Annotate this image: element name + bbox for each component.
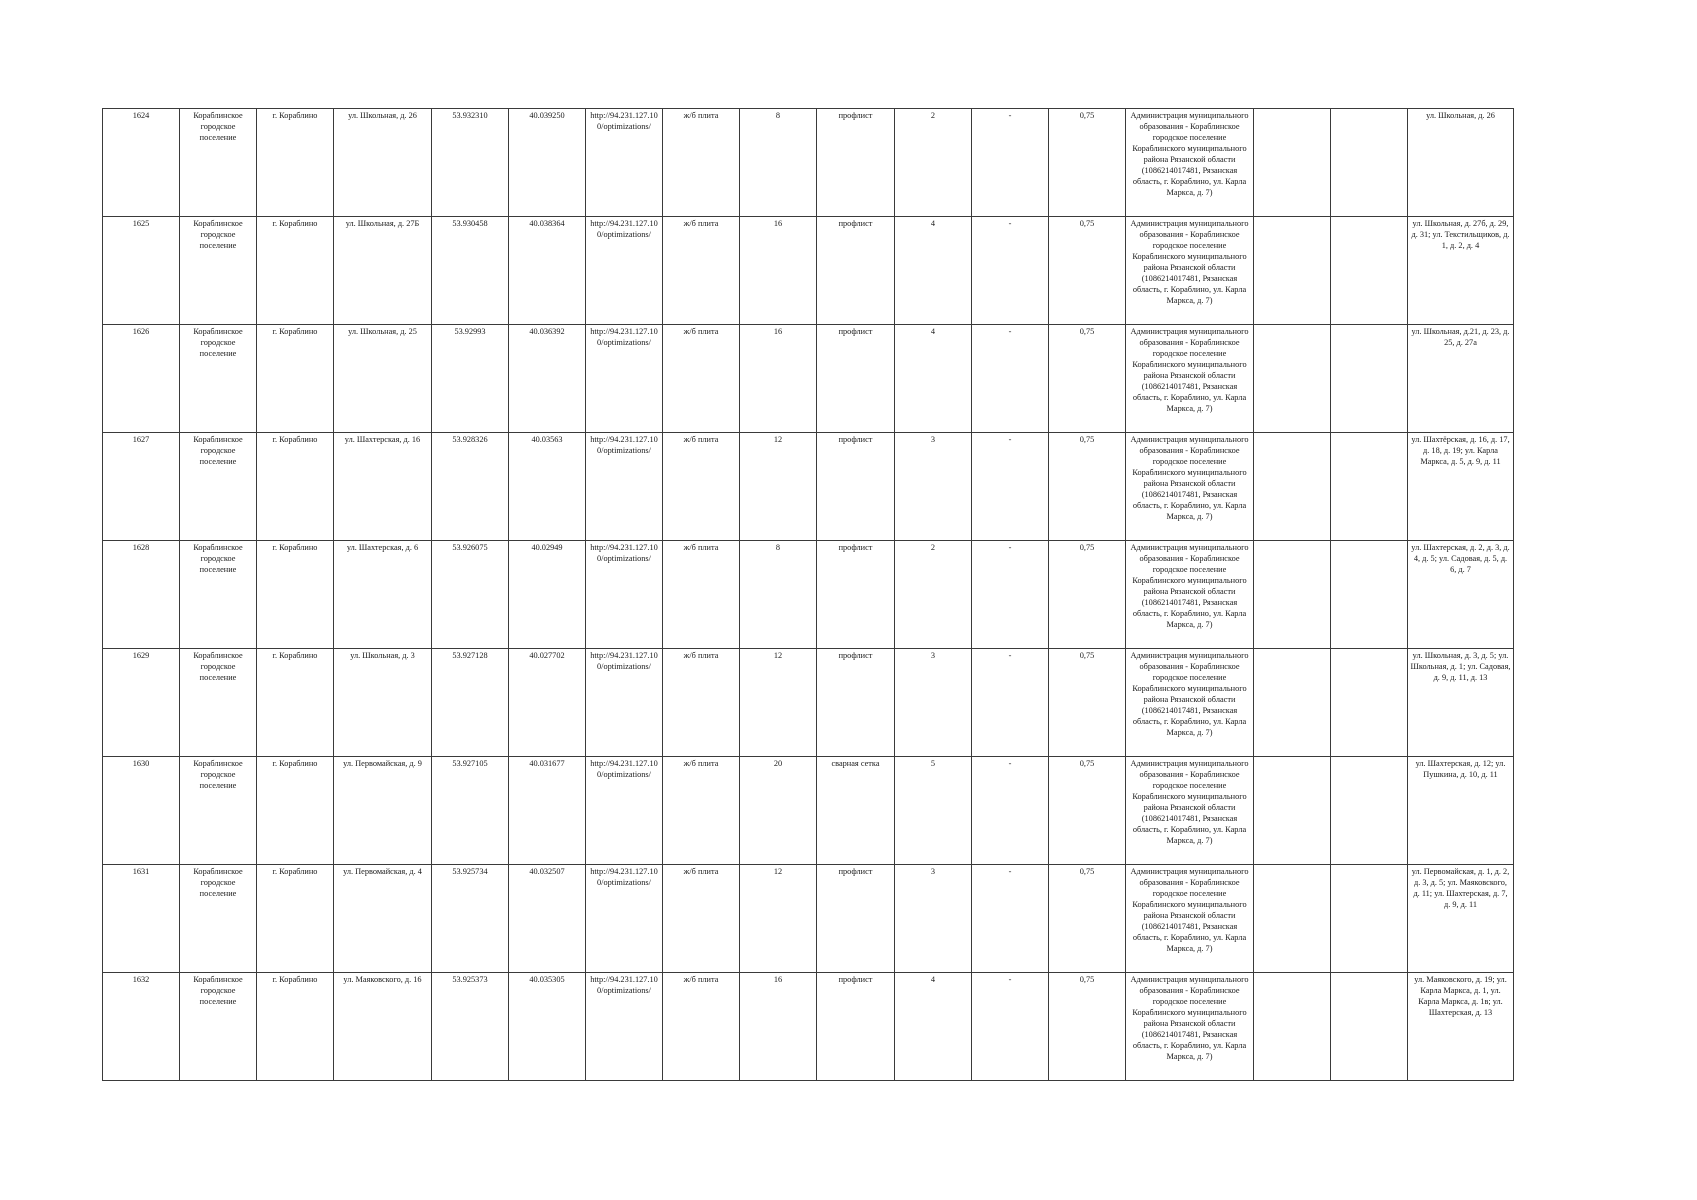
settlement-cell: Кораблинское городское поселение <box>180 325 257 433</box>
settlement-cell: Кораблинское городское поселение <box>180 217 257 325</box>
table-row <box>103 757 1514 865</box>
site-number-cell: 1627 <box>103 433 180 541</box>
surface-type-cell: ж/б плита <box>663 217 740 325</box>
table-row <box>103 109 1514 217</box>
locality-cell: г. Кораблино <box>257 109 334 217</box>
area-cell: 12 <box>740 865 817 973</box>
blank-cell <box>1254 109 1331 217</box>
container-volume-cell: 0,75 <box>1049 217 1126 325</box>
owner-cell: Администрация муниципального образования - Кораблинское городское поселение Кораблинского муниципального района Рязанской области (1086214017481, Рязанская область, г. Кораблино, ул. Карла Маркса, д. 7) <box>1126 109 1254 217</box>
fence-type-cell: профлист <box>817 541 895 649</box>
owner-cell: Администрация муниципального образования - Кораблинское городское поселение Кораблинского муниципального района Рязанской области (1086214017481, Рязанская область, г. Кораблино, ул. Карла Маркса, д. 7) <box>1126 865 1254 973</box>
site-number-cell: 1625 <box>103 217 180 325</box>
settlement-cell: Кораблинское городское поселение <box>180 649 257 757</box>
surface-type-cell: ж/б плита <box>663 649 740 757</box>
owner-cell: Администрация муниципального образования - Кораблинское городское поселение Кораблинского муниципального района Рязанской области (1086214017481, Рязанская область, г. Кораблино, ул. Карла Маркса, д. 7) <box>1126 757 1254 865</box>
longitude-cell: 40.039250 <box>509 109 586 217</box>
latitude-cell: 53.927105 <box>432 757 509 865</box>
site-number-cell: 1631 <box>103 865 180 973</box>
settlement-cell: Кораблинское городское поселение <box>180 109 257 217</box>
settlement-cell: Кораблинское городское поселение <box>180 865 257 973</box>
site-address-cell: ул. Первомайская, д. 9 <box>334 757 432 865</box>
site-address-cell: ул. Школьная, д. 25 <box>334 325 432 433</box>
container-volume-cell: 0,75 <box>1049 865 1126 973</box>
blank-cell <box>1331 973 1408 1081</box>
blank-cell <box>1331 541 1408 649</box>
longitude-cell: 40.031677 <box>509 757 586 865</box>
settlement-cell: Кораблинское городское поселение <box>180 541 257 649</box>
blank-cell <box>1254 757 1331 865</box>
surface-type-cell: ж/б плита <box>663 865 740 973</box>
blank-cell <box>1331 649 1408 757</box>
site-address-cell: ул. Шахтерская, д. 16 <box>334 433 432 541</box>
site-address-cell: ул. Школьная, д. 3 <box>334 649 432 757</box>
waste-sources-cell: ул. Шахтерская, д. 12; ул. Пушкина, д. 10, д. 11 <box>1408 757 1514 865</box>
container-volume-cell: 0,75 <box>1049 649 1126 757</box>
container-count-cell: 3 <box>895 649 972 757</box>
longitude-cell: 40.032507 <box>509 865 586 973</box>
latitude-cell: 53.928326 <box>432 433 509 541</box>
area-cell: 16 <box>740 325 817 433</box>
container-count-cell: 3 <box>895 865 972 973</box>
blank-cell <box>1254 649 1331 757</box>
latitude-cell: 53.925373 <box>432 973 509 1081</box>
blank-cell <box>1331 217 1408 325</box>
empty-marker-cell: - <box>972 649 1049 757</box>
longitude-cell: 40.035305 <box>509 973 586 1081</box>
area-cell: 8 <box>740 541 817 649</box>
longitude-cell: 40.036392 <box>509 325 586 433</box>
surface-type-cell: ж/б плита <box>663 433 740 541</box>
settlement-cell: Кораблинское городское поселение <box>180 757 257 865</box>
container-volume-cell: 0,75 <box>1049 109 1126 217</box>
site-number-cell: 1632 <box>103 973 180 1081</box>
waste-sources-cell: ул. Шахтерская, д. 2, д. 3, д. 4, д. 5; ул. Садовая, д. 5, д. 6, д. 7 <box>1408 541 1514 649</box>
locality-cell: г. Кораблино <box>257 757 334 865</box>
fence-type-cell: профлист <box>817 109 895 217</box>
surface-type-cell: ж/б плита <box>663 325 740 433</box>
blank-cell <box>1331 433 1408 541</box>
owner-cell: Администрация муниципального образования - Кораблинское городское поселение Кораблинского муниципального района Рязанской области (1086214017481, Рязанская область, г. Кораблино, ул. Карла Маркса, д. 7) <box>1126 325 1254 433</box>
latitude-cell: 53.927128 <box>432 649 509 757</box>
locality-cell: г. Кораблино <box>257 649 334 757</box>
latitude-cell: 53.932310 <box>432 109 509 217</box>
fence-type-cell: сварная сетка <box>817 757 895 865</box>
map-link-cell: http://94.231.127.10 0/optimizations/ <box>586 541 663 649</box>
waste-sources-cell: ул. Школьная, д. 27б, д. 29, д. 31; ул. Текстильщиков, д. 1, д. 2, д. 4 <box>1408 217 1514 325</box>
site-address-cell: ул. Школьная, д. 27Б <box>334 217 432 325</box>
owner-cell: Администрация муниципального образования - Кораблинское городское поселение Кораблинского муниципального района Рязанской области (1086214017481, Рязанская область, г. Кораблино, ул. Карла Маркса, д. 7) <box>1126 433 1254 541</box>
fence-type-cell: профлист <box>817 433 895 541</box>
waste-sources-cell: ул. Первомайская, д. 1, д. 2, д. 3, д. 5; ул. Маяковского, д. 11; ул. Шахтерская, д. 7, д. 9, д. 11 <box>1408 865 1514 973</box>
map-link-cell: http://94.231.127.10 0/optimizations/ <box>586 973 663 1081</box>
latitude-cell: 53.926075 <box>432 541 509 649</box>
map-link-cell: http://94.231.127.10 0/optimizations/ <box>586 217 663 325</box>
fence-type-cell: профлист <box>817 865 895 973</box>
longitude-cell: 40.03563 <box>509 433 586 541</box>
latitude-cell: 53.92993 <box>432 325 509 433</box>
blank-cell <box>1254 217 1331 325</box>
container-volume-cell: 0,75 <box>1049 325 1126 433</box>
blank-cell <box>1254 541 1331 649</box>
empty-marker-cell: - <box>972 109 1049 217</box>
container-volume-cell: 0,75 <box>1049 757 1126 865</box>
empty-marker-cell: - <box>972 757 1049 865</box>
locality-cell: г. Кораблино <box>257 973 334 1081</box>
latitude-cell: 53.930458 <box>432 217 509 325</box>
owner-cell: Администрация муниципального образования - Кораблинское городское поселение Кораблинского муниципального района Рязанской области (1086214017481, Рязанская область, г. Кораблино, ул. Карла Маркса, д. 7) <box>1126 973 1254 1081</box>
container-count-cell: 4 <box>895 217 972 325</box>
table-row <box>103 325 1514 433</box>
site-number-cell: 1624 <box>103 109 180 217</box>
waste-sources-cell: ул. Маяковского, д. 19; ул. Карла Маркса, д. 1, ул. Карла Маркса, д. 1в; ул. Шахтерская, д. 13 <box>1408 973 1514 1081</box>
container-volume-cell: 0,75 <box>1049 433 1126 541</box>
owner-cell: Администрация муниципального образования - Кораблинское городское поселение Кораблинского муниципального района Рязанской области (1086214017481, Рязанская область, г. Кораблино, ул. Карла Маркса, д. 7) <box>1126 649 1254 757</box>
blank-cell <box>1331 325 1408 433</box>
blank-cell <box>1331 865 1408 973</box>
map-link-cell: http://94.231.127.10 0/optimizations/ <box>586 325 663 433</box>
locality-cell: г. Кораблино <box>257 865 334 973</box>
table-row <box>103 217 1514 325</box>
surface-type-cell: ж/б плита <box>663 541 740 649</box>
container-count-cell: 2 <box>895 541 972 649</box>
site-number-cell: 1628 <box>103 541 180 649</box>
registry-table-body <box>103 109 1514 1081</box>
longitude-cell: 40.02949 <box>509 541 586 649</box>
container-count-cell: 5 <box>895 757 972 865</box>
owner-cell: Администрация муниципального образования - Кораблинское городское поселение Кораблинского муниципального района Рязанской области (1086214017481, Рязанская область, г. Кораблино, ул. Карла Маркса, д. 7) <box>1126 541 1254 649</box>
locality-cell: г. Кораблино <box>257 541 334 649</box>
area-cell: 16 <box>740 217 817 325</box>
map-link-cell: http://94.231.127.10 0/optimizations/ <box>586 649 663 757</box>
empty-marker-cell: - <box>972 865 1049 973</box>
longitude-cell: 40.038364 <box>509 217 586 325</box>
container-volume-cell: 0,75 <box>1049 973 1126 1081</box>
container-volume-cell: 0,75 <box>1049 541 1126 649</box>
locality-cell: г. Кораблино <box>257 433 334 541</box>
map-link-cell: http://94.231.127.10 0/optimizations/ <box>586 433 663 541</box>
container-count-cell: 4 <box>895 325 972 433</box>
area-cell: 16 <box>740 973 817 1081</box>
container-count-cell: 2 <box>895 109 972 217</box>
blank-cell <box>1331 757 1408 865</box>
empty-marker-cell: - <box>972 433 1049 541</box>
table-row <box>103 649 1514 757</box>
site-address-cell: ул. Школьная, д. 26 <box>334 109 432 217</box>
site-number-cell: 1626 <box>103 325 180 433</box>
blank-cell <box>1254 865 1331 973</box>
fence-type-cell: профлист <box>817 325 895 433</box>
locality-cell: г. Кораблино <box>257 325 334 433</box>
owner-cell: Администрация муниципального образования - Кораблинское городское поселение Кораблинского муниципального района Рязанской области (1086214017481, Рязанская область, г. Кораблино, ул. Карла Маркса, д. 7) <box>1126 217 1254 325</box>
table-row <box>103 865 1514 973</box>
waste-sources-cell: ул. Школьная, д. 26 <box>1408 109 1514 217</box>
waste-sources-cell: ул. Школьная, д.21, д. 23, д. 25, д. 27а <box>1408 325 1514 433</box>
fence-type-cell: профлист <box>817 217 895 325</box>
blank-cell <box>1331 109 1408 217</box>
map-link-cell: http://94.231.127.10 0/optimizations/ <box>586 109 663 217</box>
waste-sources-cell: ул. Школьная, д. 3, д. 5; ул. Школьная, д. 1; ул. Садовая, д. 9, д. 11, д. 13 <box>1408 649 1514 757</box>
settlement-cell: Кораблинское городское поселение <box>180 433 257 541</box>
site-address-cell: ул. Маяковского, д. 16 <box>334 973 432 1081</box>
table-row <box>103 433 1514 541</box>
site-address-cell: ул. Первомайская, д. 4 <box>334 865 432 973</box>
longitude-cell: 40.027702 <box>509 649 586 757</box>
area-cell: 8 <box>740 109 817 217</box>
waste-sites-registry-table <box>102 108 1514 1081</box>
site-number-cell: 1629 <box>103 649 180 757</box>
locality-cell: г. Кораблино <box>257 217 334 325</box>
blank-cell <box>1254 433 1331 541</box>
map-link-cell: http://94.231.127.10 0/optimizations/ <box>586 757 663 865</box>
fence-type-cell: профлист <box>817 973 895 1081</box>
blank-cell <box>1254 973 1331 1081</box>
table-row <box>103 973 1514 1081</box>
empty-marker-cell: - <box>972 541 1049 649</box>
area-cell: 20 <box>740 757 817 865</box>
surface-type-cell: ж/б плита <box>663 757 740 865</box>
empty-marker-cell: - <box>972 973 1049 1081</box>
surface-type-cell: ж/б плита <box>663 973 740 1081</box>
blank-cell <box>1254 325 1331 433</box>
site-number-cell: 1630 <box>103 757 180 865</box>
surface-type-cell: ж/б плита <box>663 109 740 217</box>
table-row <box>103 541 1514 649</box>
empty-marker-cell: - <box>972 217 1049 325</box>
empty-marker-cell: - <box>972 325 1049 433</box>
container-count-cell: 3 <box>895 433 972 541</box>
area-cell: 12 <box>740 433 817 541</box>
settlement-cell: Кораблинское городское поселение <box>180 973 257 1081</box>
fence-type-cell: профлист <box>817 649 895 757</box>
waste-sources-cell: ул. Шахтёрская, д. 16, д. 17, д. 18, д. 19; ул. Карла Маркса, д. 5, д. 9, д. 11 <box>1408 433 1514 541</box>
area-cell: 12 <box>740 649 817 757</box>
latitude-cell: 53.925734 <box>432 865 509 973</box>
map-link-cell: http://94.231.127.10 0/optimizations/ <box>586 865 663 973</box>
site-address-cell: ул. Шахтерская, д. 6 <box>334 541 432 649</box>
container-count-cell: 4 <box>895 973 972 1081</box>
